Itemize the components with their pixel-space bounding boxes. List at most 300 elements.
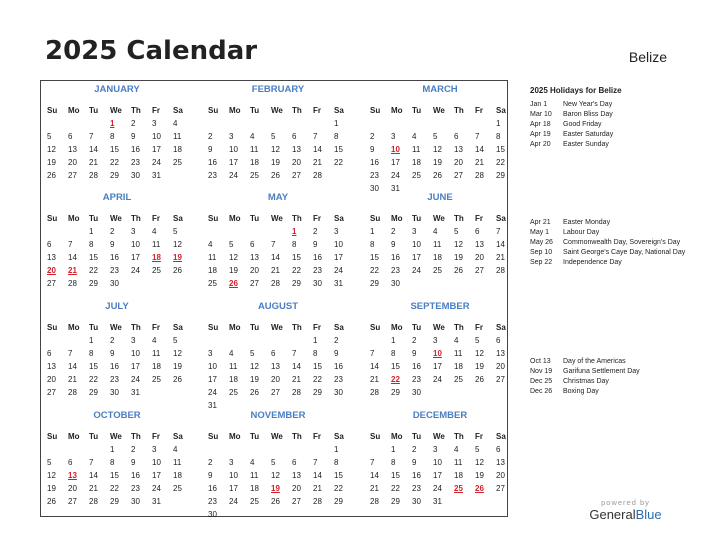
day-cell: 28 xyxy=(370,497,379,506)
holiday-day: 26 xyxy=(475,484,484,493)
day-cell: 24 xyxy=(433,375,442,384)
day-cell: 17 xyxy=(433,362,442,371)
day-cell: 19 xyxy=(271,158,280,167)
holiday-date: Dec 25 xyxy=(530,378,553,385)
weekday-header: We xyxy=(433,214,445,223)
month-grid xyxy=(47,321,187,399)
holiday-day: 10 xyxy=(391,145,400,154)
day-cell: 16 xyxy=(412,471,421,480)
day-cell: 27 xyxy=(454,171,463,180)
holiday-date: Jan 1 xyxy=(530,101,548,108)
day-cell: 12 xyxy=(271,145,280,154)
day-cell: 21 xyxy=(313,158,322,167)
day-cell: 7 xyxy=(313,458,318,467)
month-grid xyxy=(208,321,348,412)
day-cell: 18 xyxy=(173,145,182,154)
day-cell: 23 xyxy=(412,375,421,384)
holiday-list-q4 xyxy=(530,357,705,397)
weekday-header: Mo xyxy=(229,432,241,441)
day-cell: 5 xyxy=(475,336,480,345)
empty-cell xyxy=(271,443,292,456)
brand-name xyxy=(583,507,668,523)
holiday-day: 20 xyxy=(47,266,56,275)
day-cell: 20 xyxy=(292,484,301,493)
day-cell: 17 xyxy=(391,158,400,167)
brand-logo[interactable] xyxy=(583,498,668,523)
weekday-header: Mo xyxy=(68,106,80,115)
day-cell: 13 xyxy=(47,362,56,371)
day-cell: 30 xyxy=(131,497,140,506)
day-cell: 16 xyxy=(391,253,400,262)
day-cell: 13 xyxy=(454,145,463,154)
day-cell: 9 xyxy=(334,349,339,358)
day-cell: 27 xyxy=(292,497,301,506)
weekday-header: Th xyxy=(454,214,464,223)
day-cell: 14 xyxy=(313,145,322,154)
month-grid xyxy=(370,430,510,508)
holiday-item xyxy=(530,140,705,150)
day-cell: 19 xyxy=(173,362,182,371)
day-cell: 19 xyxy=(475,362,484,371)
day-cell: 3 xyxy=(131,336,136,345)
day-cell: 20 xyxy=(68,158,77,167)
day-cell: 25 xyxy=(433,266,442,275)
month-august xyxy=(208,301,348,412)
holiday-date: Apr 19 xyxy=(530,131,551,138)
day-cell: 26 xyxy=(271,171,280,180)
holiday-day: 22 xyxy=(391,375,400,384)
holiday-day: 1 xyxy=(292,227,297,236)
day-cell: 31 xyxy=(391,184,400,193)
weekday-header: Mo xyxy=(68,323,80,332)
weekday-header: Sa xyxy=(496,214,506,223)
day-cell: 2 xyxy=(110,227,115,236)
day-cell: 27 xyxy=(496,375,505,384)
weekday-header: Mo xyxy=(68,432,80,441)
day-cell: 10 xyxy=(131,349,140,358)
day-cell: 3 xyxy=(229,458,234,467)
day-cell: 9 xyxy=(370,145,375,154)
weekday-header: Fr xyxy=(313,106,321,115)
day-cell: 25 xyxy=(250,171,259,180)
weekday-header: Su xyxy=(208,432,219,441)
day-cell: 16 xyxy=(370,158,379,167)
day-cell: 12 xyxy=(229,253,238,262)
day-cell: 13 xyxy=(496,349,505,358)
weekday-header: Sa xyxy=(334,432,344,441)
weekday-header: Sa xyxy=(496,432,506,441)
day-cell: 28 xyxy=(89,497,98,506)
weekday-header: Th xyxy=(131,214,141,223)
weekday-header: We xyxy=(271,323,283,332)
day-cell: 31 xyxy=(433,497,442,506)
day-cell: 3 xyxy=(131,227,136,236)
day-cell: 23 xyxy=(391,266,400,275)
day-cell: 27 xyxy=(271,388,280,397)
day-cell: 18 xyxy=(208,266,217,275)
day-cell: 4 xyxy=(454,336,459,345)
day-cell: 15 xyxy=(391,471,400,480)
day-cell: 26 xyxy=(47,497,56,506)
day-cell: 18 xyxy=(454,362,463,371)
weekday-header: Th xyxy=(131,323,141,332)
day-cell: 29 xyxy=(292,279,301,288)
day-cell: 31 xyxy=(334,279,343,288)
weekday-header: Mo xyxy=(391,323,403,332)
day-cell: 16 xyxy=(110,362,119,371)
weekday-header: Sa xyxy=(173,106,183,115)
empty-cell xyxy=(47,117,68,130)
weekday-header: Fr xyxy=(313,214,321,223)
day-cell: 19 xyxy=(454,253,463,262)
day-cell: 28 xyxy=(292,388,301,397)
month-name: MARCH xyxy=(422,84,458,95)
holiday-date: Apr 21 xyxy=(530,219,551,226)
weekday-header: We xyxy=(433,432,445,441)
day-cell: 8 xyxy=(292,240,297,249)
day-cell: 15 xyxy=(370,253,379,262)
holiday-name: Christmas Day xyxy=(563,378,609,385)
holiday-day: 18 xyxy=(152,253,161,262)
day-cell: 17 xyxy=(131,253,140,262)
day-cell: 8 xyxy=(391,349,396,358)
holiday-date: Sep 22 xyxy=(530,259,553,266)
day-cell: 8 xyxy=(496,132,501,141)
empty-cell xyxy=(433,117,454,130)
empty-cell xyxy=(89,443,110,456)
day-cell: 12 xyxy=(47,145,56,154)
month-april xyxy=(47,192,187,290)
day-cell: 19 xyxy=(47,158,56,167)
day-cell: 8 xyxy=(110,132,115,141)
day-cell: 29 xyxy=(313,388,322,397)
day-cell: 21 xyxy=(496,253,505,262)
day-cell: 15 xyxy=(292,253,301,262)
day-cell: 25 xyxy=(173,158,182,167)
holiday-name: Day of the Americas xyxy=(563,358,626,365)
empty-cell xyxy=(391,117,412,130)
month-grid xyxy=(208,104,348,182)
weekday-header: Tu xyxy=(412,323,422,332)
day-cell: 18 xyxy=(250,158,259,167)
day-cell: 16 xyxy=(208,484,217,493)
day-cell: 29 xyxy=(334,497,343,506)
holiday-date: May 26 xyxy=(530,239,553,246)
weekday-header: Th xyxy=(131,106,141,115)
weekday-header: Sa xyxy=(496,323,506,332)
day-cell: 10 xyxy=(334,240,343,249)
day-cell: 2 xyxy=(131,119,136,128)
day-cell: 6 xyxy=(292,458,297,467)
holiday-name: Good Friday xyxy=(563,121,602,128)
day-cell: 18 xyxy=(454,471,463,480)
month-name: DECEMBER xyxy=(412,410,468,421)
day-cell: 8 xyxy=(313,349,318,358)
day-cell: 11 xyxy=(173,458,182,467)
holiday-name: Independence Day xyxy=(563,259,622,266)
holiday-date: Dec 26 xyxy=(530,388,553,395)
day-cell: 4 xyxy=(173,119,178,128)
day-cell: 8 xyxy=(391,458,396,467)
day-cell: 25 xyxy=(229,388,238,397)
empty-cell xyxy=(250,117,271,130)
day-cell: 1 xyxy=(370,227,375,236)
day-cell: 29 xyxy=(89,388,98,397)
day-cell: 21 xyxy=(475,158,484,167)
day-cell: 21 xyxy=(89,158,98,167)
day-cell: 14 xyxy=(89,145,98,154)
day-cell: 28 xyxy=(271,279,280,288)
day-cell: 15 xyxy=(334,471,343,480)
day-cell: 3 xyxy=(208,349,213,358)
holiday-item xyxy=(530,258,705,268)
weekday-header: Tu xyxy=(89,214,99,223)
day-cell: 30 xyxy=(412,497,421,506)
day-cell: 5 xyxy=(454,227,459,236)
day-cell: 12 xyxy=(173,349,182,358)
weekday-header: Mo xyxy=(229,214,241,223)
weekday-header: Su xyxy=(208,323,219,332)
day-cell: 12 xyxy=(271,471,280,480)
day-cell: 4 xyxy=(412,132,417,141)
day-cell: 11 xyxy=(433,240,442,249)
day-cell: 29 xyxy=(89,279,98,288)
day-cell: 15 xyxy=(496,145,505,154)
day-cell: 27 xyxy=(250,279,259,288)
empty-cell xyxy=(208,334,229,347)
holiday-item xyxy=(530,387,705,397)
day-cell: 11 xyxy=(454,349,463,358)
day-cell: 11 xyxy=(454,458,463,467)
day-cell: 5 xyxy=(475,445,480,454)
month-june xyxy=(370,192,510,290)
day-cell: 6 xyxy=(496,336,501,345)
day-cell: 15 xyxy=(313,362,322,371)
holiday-name: Commonwealth Day, Sovereign's Day xyxy=(563,239,681,246)
day-cell: 13 xyxy=(475,240,484,249)
weekday-header: Su xyxy=(370,432,381,441)
day-cell: 9 xyxy=(208,471,213,480)
weekday-header: We xyxy=(271,106,283,115)
holiday-name: Easter Sunday xyxy=(563,141,609,148)
day-cell: 31 xyxy=(152,171,161,180)
day-cell: 10 xyxy=(412,240,421,249)
day-cell: 24 xyxy=(229,171,238,180)
holiday-name: Baron Bliss Day xyxy=(563,111,613,118)
day-cell: 5 xyxy=(47,132,52,141)
day-cell: 30 xyxy=(412,388,421,397)
day-cell: 1 xyxy=(313,336,318,345)
day-cell: 28 xyxy=(370,388,379,397)
day-cell: 6 xyxy=(47,240,52,249)
holiday-date: Apr 20 xyxy=(530,141,551,148)
day-cell: 24 xyxy=(208,388,217,397)
weekday-header: Tu xyxy=(250,432,260,441)
month-name: OCTOBER xyxy=(93,410,141,421)
day-cell: 27 xyxy=(47,279,56,288)
holiday-name: New Year's Day xyxy=(563,101,613,108)
weekday-header: We xyxy=(110,106,122,115)
day-cell: 23 xyxy=(208,171,217,180)
empty-cell xyxy=(475,117,496,130)
day-cell: 11 xyxy=(152,349,161,358)
day-cell: 3 xyxy=(412,227,417,236)
day-cell: 3 xyxy=(433,445,438,454)
day-cell: 17 xyxy=(229,158,238,167)
empty-cell xyxy=(271,334,292,347)
weekday-header: Th xyxy=(454,432,464,441)
day-cell: 22 xyxy=(110,158,119,167)
day-cell: 7 xyxy=(370,349,375,358)
empty-cell xyxy=(47,443,68,456)
empty-cell xyxy=(271,117,292,130)
day-cell: 25 xyxy=(208,279,217,288)
day-cell: 18 xyxy=(412,158,421,167)
empty-cell xyxy=(68,225,89,238)
day-cell: 14 xyxy=(370,362,379,371)
day-cell: 28 xyxy=(313,171,322,180)
empty-cell xyxy=(370,334,391,347)
day-cell: 3 xyxy=(391,132,396,141)
day-cell: 10 xyxy=(131,240,140,249)
day-cell: 9 xyxy=(412,458,417,467)
day-cell: 6 xyxy=(454,132,459,141)
powered-by-text: powered by xyxy=(601,498,650,507)
day-cell: 4 xyxy=(173,445,178,454)
day-cell: 6 xyxy=(271,349,276,358)
holiday-date: May 1 xyxy=(530,229,550,236)
day-cell: 23 xyxy=(313,266,322,275)
day-cell: 17 xyxy=(152,471,161,480)
holiday-item xyxy=(530,377,705,387)
empty-cell xyxy=(68,117,89,130)
day-cell: 11 xyxy=(250,471,259,480)
day-cell: 8 xyxy=(334,458,339,467)
day-cell: 26 xyxy=(271,497,280,506)
day-cell: 31 xyxy=(208,401,217,410)
day-cell: 9 xyxy=(110,240,115,249)
day-cell: 21 xyxy=(89,484,98,493)
day-cell: 9 xyxy=(391,240,396,249)
month-name: NOVEMBER xyxy=(250,410,306,421)
month-grid xyxy=(370,321,510,399)
month-grid xyxy=(47,104,187,182)
day-cell: 21 xyxy=(313,484,322,493)
day-cell: 7 xyxy=(271,240,276,249)
weekday-header: Mo xyxy=(68,214,80,223)
day-cell: 2 xyxy=(208,132,213,141)
holiday-name: Easter Saturday xyxy=(563,131,614,138)
day-cell: 28 xyxy=(68,279,77,288)
weekday-header: Fr xyxy=(152,214,160,223)
day-cell: 1 xyxy=(110,445,115,454)
day-cell: 30 xyxy=(131,171,140,180)
holiday-name: Labour Day xyxy=(563,229,600,236)
day-cell: 17 xyxy=(208,375,217,384)
empty-cell xyxy=(412,117,433,130)
day-cell: 6 xyxy=(47,349,52,358)
day-cell: 28 xyxy=(68,388,77,397)
weekday-header: Fr xyxy=(152,432,160,441)
day-cell: 1 xyxy=(334,119,339,128)
day-cell: 23 xyxy=(370,171,379,180)
day-cell: 28 xyxy=(313,497,322,506)
weekday-header: Tu xyxy=(89,432,99,441)
month-march xyxy=(370,84,510,195)
holiday-day: 19 xyxy=(173,253,182,262)
day-cell: 21 xyxy=(370,484,379,493)
day-cell: 1 xyxy=(391,336,396,345)
day-cell: 12 xyxy=(173,240,182,249)
day-cell: 24 xyxy=(152,158,161,167)
day-cell: 5 xyxy=(433,132,438,141)
day-cell: 9 xyxy=(208,145,213,154)
day-cell: 20 xyxy=(496,362,505,371)
holiday-day: 1 xyxy=(110,119,115,128)
day-cell: 6 xyxy=(68,132,73,141)
day-cell: 26 xyxy=(454,266,463,275)
month-name: MAY xyxy=(267,192,289,203)
day-cell: 14 xyxy=(271,253,280,262)
holiday-name: Garifuna Settlement Day xyxy=(563,368,640,375)
day-cell: 24 xyxy=(131,375,140,384)
month-february xyxy=(208,84,348,182)
weekday-header: Th xyxy=(292,432,302,441)
weekday-header: Mo xyxy=(229,323,241,332)
day-cell: 17 xyxy=(229,484,238,493)
day-cell: 12 xyxy=(475,349,484,358)
weekday-header: Fr xyxy=(313,432,321,441)
weekday-header: Fr xyxy=(475,214,483,223)
weekday-header: Tu xyxy=(250,323,260,332)
day-cell: 3 xyxy=(433,336,438,345)
day-cell: 26 xyxy=(47,171,56,180)
empty-cell xyxy=(208,443,229,456)
weekday-header: Fr xyxy=(152,106,160,115)
brand-blue: Blue xyxy=(635,507,662,522)
month-name: AUGUST xyxy=(257,301,299,312)
day-cell: 29 xyxy=(496,171,505,180)
day-cell: 28 xyxy=(475,171,484,180)
month-name: SEPTEMBER xyxy=(410,301,470,312)
day-cell: 14 xyxy=(89,471,98,480)
holiday-item xyxy=(530,110,705,120)
empty-cell xyxy=(370,117,391,130)
day-cell: 8 xyxy=(370,240,375,249)
day-cell: 9 xyxy=(313,240,318,249)
weekday-header: Fr xyxy=(475,323,483,332)
day-cell: 23 xyxy=(412,484,421,493)
day-cell: 14 xyxy=(370,471,379,480)
holiday-item xyxy=(530,228,705,238)
holiday-date: Apr 18 xyxy=(530,121,551,128)
day-cell: 13 xyxy=(271,362,280,371)
day-cell: 21 xyxy=(292,375,301,384)
day-cell: 20 xyxy=(496,471,505,480)
day-cell: 19 xyxy=(47,484,56,493)
day-cell: 4 xyxy=(250,458,255,467)
day-cell: 29 xyxy=(110,497,119,506)
day-cell: 4 xyxy=(454,445,459,454)
day-cell: 20 xyxy=(292,158,301,167)
day-cell: 26 xyxy=(475,375,484,384)
day-cell: 2 xyxy=(110,336,115,345)
day-cell: 18 xyxy=(250,484,259,493)
holiday-item xyxy=(530,130,705,140)
empty-cell xyxy=(229,334,250,347)
month-july xyxy=(47,301,187,399)
holiday-item xyxy=(530,100,705,110)
